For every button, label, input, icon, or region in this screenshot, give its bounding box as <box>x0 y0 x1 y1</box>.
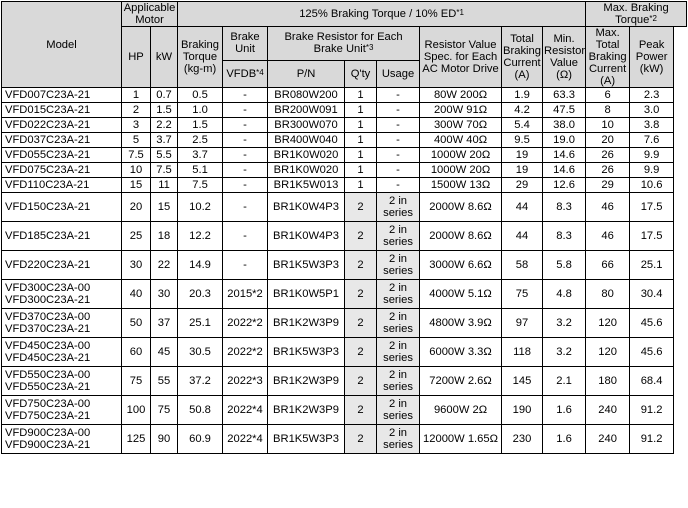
cell-pn: BR400W040 <box>268 133 345 148</box>
cell-model <box>2 118 122 133</box>
model-name: VFD450C23A-21 <box>5 352 91 364</box>
cell-peak-power: 30.4 <box>630 280 674 309</box>
cell-peak-power: 3.8 <box>630 118 674 133</box>
cell-kw: 0.7 <box>151 88 178 103</box>
cell-resistor-spec: 4000W 5.1Ω <box>420 280 502 309</box>
header-max-total-braking-current: Max. Total Braking Current (A) <box>586 27 630 88</box>
cell-hp: 25 <box>122 222 151 251</box>
table-row <box>2 193 687 222</box>
cell-vfdb: 2015*2 <box>223 280 268 309</box>
cell-qty: 2 <box>345 425 377 454</box>
cell-min-resistor-value: 2.1 <box>543 367 586 396</box>
cell-max-total-braking-current: 120 <box>586 338 630 367</box>
cell-vfdb: - <box>223 133 268 148</box>
cell-vfdb: 2022*4 <box>223 425 268 454</box>
cell-total-braking-current: 44 <box>502 222 543 251</box>
cell-max-total-braking-current: 8 <box>586 103 630 118</box>
cell-min-resistor-value: 14.6 <box>543 148 586 163</box>
cell-vfdb: - <box>223 103 268 118</box>
cell-model <box>2 163 122 178</box>
model-name: VFD900C23A-21 <box>5 439 91 451</box>
cell-vfdb: 2022*4 <box>223 396 268 425</box>
model-name: VFD300C23A-00 <box>5 282 91 294</box>
cell-braking-torque: 3.7 <box>178 148 223 163</box>
cell-vfdb: - <box>223 222 268 251</box>
cell-usage: 2 in series <box>377 193 420 222</box>
header-min-resistor-value: Min. Resistor Value (Ω) <box>543 27 586 88</box>
cell-model <box>2 88 122 103</box>
table-row <box>2 396 687 425</box>
table-row <box>2 367 687 396</box>
cell-braking-torque: 5.1 <box>178 163 223 178</box>
cell-vfdb: 2022*2 <box>223 309 268 338</box>
cell-peak-power: 7.6 <box>630 133 674 148</box>
cell-total-braking-current: 4.2 <box>502 103 543 118</box>
cell-hp: 100 <box>122 396 151 425</box>
cell-min-resistor-value: 63.3 <box>543 88 586 103</box>
cell-max-total-braking-current: 240 <box>586 425 630 454</box>
cell-pn: BR1K0W4P3 <box>268 222 345 251</box>
cell-kw: 7.5 <box>151 163 178 178</box>
cell-pn: BR1K5W3P3 <box>268 251 345 280</box>
braking-resistor-table <box>1 1 687 454</box>
table-row <box>2 309 687 338</box>
cell-kw: 45 <box>151 338 178 367</box>
cell-peak-power: 45.6 <box>630 338 674 367</box>
cell-hp: 50 <box>122 309 151 338</box>
cell-hp: 30 <box>122 251 151 280</box>
cell-hp: 2 <box>122 103 151 118</box>
model-name: VFD300C23A-21 <box>5 294 91 306</box>
cell-usage: 2 in series <box>377 251 420 280</box>
cell-qty: 2 <box>345 338 377 367</box>
table-row <box>2 163 687 178</box>
cell-total-braking-current: 190 <box>502 396 543 425</box>
cell-vfdb: 2022*2 <box>223 338 268 367</box>
cell-braking-torque: 30.5 <box>178 338 223 367</box>
model-name: VFD220C23A-21 <box>5 259 91 271</box>
cell-total-braking-current: 5.4 <box>502 118 543 133</box>
cell-min-resistor-value: 4.8 <box>543 280 586 309</box>
cell-pn: BR1K2W3P9 <box>268 396 345 425</box>
cell-kw: 55 <box>151 367 178 396</box>
cell-resistor-spec: 300W 70Ω <box>420 118 502 133</box>
cell-braking-torque: 14.9 <box>178 251 223 280</box>
cell-vfdb: - <box>223 118 268 133</box>
cell-min-resistor-value: 5.8 <box>543 251 586 280</box>
model-name: VFD150C23A-21 <box>5 201 91 213</box>
cell-model <box>2 251 122 280</box>
cell-usage: 2 in series <box>377 309 420 338</box>
cell-kw: 3.7 <box>151 133 178 148</box>
cell-peak-power: 10.6 <box>630 178 674 193</box>
cell-qty: 1 <box>345 133 377 148</box>
cell-hp: 1 <box>122 88 151 103</box>
cell-max-total-braking-current: 46 <box>586 193 630 222</box>
cell-pn: BR1K5W3P3 <box>268 338 345 367</box>
cell-peak-power: 9.9 <box>630 163 674 178</box>
cell-pn: BR1K0W5P1 <box>268 280 345 309</box>
cell-total-braking-current: 44 <box>502 193 543 222</box>
cell-min-resistor-value: 38.0 <box>543 118 586 133</box>
cell-qty: 2 <box>345 251 377 280</box>
cell-model <box>2 280 122 309</box>
cell-qty: 2 <box>345 309 377 338</box>
model-name: VFD110C23A-21 <box>5 179 90 191</box>
cell-pn: BR1K0W4P3 <box>268 193 345 222</box>
header-resistor-value-spec: Resistor Value Spec. for Each AC Motor Drive <box>420 27 502 88</box>
cell-min-resistor-value: 1.6 <box>543 425 586 454</box>
cell-model <box>2 103 122 118</box>
cell-qty: 1 <box>345 163 377 178</box>
cell-pn: BR1K2W3P9 <box>268 309 345 338</box>
cell-usage: - <box>377 148 420 163</box>
cell-usage: 2 in series <box>377 396 420 425</box>
cell-max-total-braking-current: 10 <box>586 118 630 133</box>
cell-braking-torque: 50.8 <box>178 396 223 425</box>
cell-usage: - <box>377 118 420 133</box>
cell-kw: 11 <box>151 178 178 193</box>
header-vfdb: VFDB$^{*4}$ <box>223 60 268 87</box>
model-name: VFD900C23A-00 <box>5 427 91 439</box>
cell-peak-power: 17.5 <box>630 193 674 222</box>
cell-vfdb: 2022*3 <box>223 367 268 396</box>
cell-usage: - <box>377 163 420 178</box>
cell-min-resistor-value: 12.6 <box>543 178 586 193</box>
cell-min-resistor-value: 3.2 <box>543 309 586 338</box>
table-row <box>2 338 687 367</box>
cell-kw: 90 <box>151 425 178 454</box>
cell-qty: 1 <box>345 103 377 118</box>
table-row <box>2 280 687 309</box>
model-name: VFD370C23A-00 <box>5 311 91 323</box>
cell-model <box>2 193 122 222</box>
cell-peak-power: 91.2 <box>630 396 674 425</box>
cell-total-braking-current: 19 <box>502 148 543 163</box>
table-header <box>2 2 687 88</box>
cell-max-total-braking-current: 26 <box>586 163 630 178</box>
table-row <box>2 148 687 163</box>
header-peak-power: Peak Power (kW) <box>630 27 674 88</box>
cell-peak-power: 17.5 <box>630 222 674 251</box>
header-brake-unit: Brake Unit <box>223 27 268 61</box>
cell-usage: - <box>377 103 420 118</box>
cell-braking-torque: 1.5 <box>178 118 223 133</box>
cell-braking-torque: 2.5 <box>178 133 223 148</box>
cell-qty: 2 <box>345 280 377 309</box>
cell-pn: BR300W070 <box>268 118 345 133</box>
cell-peak-power: 9.9 <box>630 148 674 163</box>
cell-braking-torque: 7.5 <box>178 178 223 193</box>
cell-pn: BR080W200 <box>268 88 345 103</box>
cell-qty: 1 <box>345 88 377 103</box>
cell-total-braking-current: 75 <box>502 280 543 309</box>
cell-max-total-braking-current: 46 <box>586 222 630 251</box>
cell-resistor-spec: 80W 200Ω <box>420 88 502 103</box>
cell-qty: 2 <box>345 193 377 222</box>
cell-peak-power: 45.6 <box>630 309 674 338</box>
table-row <box>2 251 687 280</box>
header-usage: Usage <box>377 60 420 87</box>
cell-usage: - <box>377 178 420 193</box>
cell-max-total-braking-current: 240 <box>586 396 630 425</box>
table-row <box>2 103 687 118</box>
cell-model <box>2 338 122 367</box>
cell-kw: 18 <box>151 222 178 251</box>
cell-hp: 7.5 <box>122 148 151 163</box>
model-name: VFD370C23A-21 <box>5 323 91 335</box>
cell-max-total-braking-current: 26 <box>586 148 630 163</box>
cell-resistor-spec: 7200W 2.6Ω <box>420 367 502 396</box>
cell-kw: 37 <box>151 309 178 338</box>
cell-kw: 75 <box>151 396 178 425</box>
cell-model <box>2 222 122 251</box>
table-row <box>2 88 687 103</box>
cell-total-braking-current: 58 <box>502 251 543 280</box>
cell-total-braking-current: 118 <box>502 338 543 367</box>
cell-qty: 2 <box>345 367 377 396</box>
cell-braking-torque: 1.0 <box>178 103 223 118</box>
cell-kw: 5.5 <box>151 148 178 163</box>
cell-braking-torque: 10.2 <box>178 193 223 222</box>
cell-usage: 2 in series <box>377 280 420 309</box>
model-name: VFD055C23A-21 <box>5 149 91 161</box>
cell-resistor-spec: 1000W 20Ω <box>420 148 502 163</box>
cell-kw: 1.5 <box>151 103 178 118</box>
cell-total-braking-current: 19 <box>502 163 543 178</box>
cell-total-braking-current: 145 <box>502 367 543 396</box>
cell-pn: BR1K0W020 <box>268 148 345 163</box>
cell-pn: BR1K2W3P9 <box>268 367 345 396</box>
model-name: VFD750C23A-21 <box>5 410 91 422</box>
cell-model <box>2 133 122 148</box>
cell-pn: BR1K5W3P3 <box>268 425 345 454</box>
cell-vfdb: - <box>223 193 268 222</box>
header-qty: Q'ty <box>345 60 377 87</box>
cell-resistor-spec: 6000W 3.3Ω <box>420 338 502 367</box>
cell-max-total-braking-current: 180 <box>586 367 630 396</box>
cell-model <box>2 396 122 425</box>
header-total-braking-current: Total Braking Current (A) <box>502 27 543 88</box>
cell-hp: 20 <box>122 193 151 222</box>
cell-min-resistor-value: 47.5 <box>543 103 586 118</box>
header-braking-torque: Braking Torque (kg-m) <box>178 27 223 88</box>
cell-model <box>2 367 122 396</box>
cell-resistor-spec: 9600W 2Ω <box>420 396 502 425</box>
cell-resistor-spec: 200W 91Ω <box>420 103 502 118</box>
cell-min-resistor-value: 19.0 <box>543 133 586 148</box>
cell-hp: 10 <box>122 163 151 178</box>
table-row <box>2 222 687 251</box>
model-name: VFD450C23A-00 <box>5 340 91 352</box>
cell-braking-torque: 0.5 <box>178 88 223 103</box>
cell-max-total-braking-current: 29 <box>586 178 630 193</box>
cell-peak-power: 2.3 <box>630 88 674 103</box>
header-125-braking-torque: 125% Braking Torque / 10% ED$^{*1}$ <box>178 2 586 27</box>
table-row <box>2 118 687 133</box>
cell-total-braking-current: 97 <box>502 309 543 338</box>
header-pn: P/N <box>268 60 345 87</box>
cell-max-total-braking-current: 120 <box>586 309 630 338</box>
cell-vfdb: - <box>223 163 268 178</box>
model-name: VFD185C23A-21 <box>5 230 91 242</box>
cell-kw: 30 <box>151 280 178 309</box>
cell-resistor-spec: 400W 40Ω <box>420 133 502 148</box>
model-name: VFD015C23A-21 <box>5 104 91 116</box>
cell-hp: 3 <box>122 118 151 133</box>
cell-resistor-spec: 2000W 8.6Ω <box>420 222 502 251</box>
table-row <box>2 425 687 454</box>
cell-hp: 60 <box>122 338 151 367</box>
cell-peak-power: 25.1 <box>630 251 674 280</box>
cell-braking-torque: 60.9 <box>178 425 223 454</box>
cell-usage: 2 in series <box>377 222 420 251</box>
cell-qty: 2 <box>345 396 377 425</box>
header-brake-resistor: Brake Resistor for Each Brake Unit$^{*3}$ <box>268 27 420 61</box>
cell-resistor-spec: 12000W 1.65Ω <box>420 425 502 454</box>
table-row <box>2 178 687 193</box>
cell-qty: 1 <box>345 178 377 193</box>
cell-hp: 125 <box>122 425 151 454</box>
cell-kw: 15 <box>151 193 178 222</box>
cell-min-resistor-value: 14.6 <box>543 163 586 178</box>
model-name: VFD550C23A-21 <box>5 381 91 393</box>
cell-pn: BR200W091 <box>268 103 345 118</box>
cell-peak-power: 3.0 <box>630 103 674 118</box>
cell-braking-torque: 12.2 <box>178 222 223 251</box>
cell-kw: 2.2 <box>151 118 178 133</box>
cell-vfdb: - <box>223 178 268 193</box>
cell-vfdb: - <box>223 88 268 103</box>
cell-usage: 2 in series <box>377 425 420 454</box>
model-name: VFD550C23A-00 <box>5 369 91 381</box>
cell-qty: 1 <box>345 118 377 133</box>
cell-pn: BR1K5W013 <box>268 178 345 193</box>
cell-usage: - <box>377 133 420 148</box>
cell-vfdb: - <box>223 251 268 280</box>
header-hp: HP <box>122 27 151 88</box>
cell-min-resistor-value: 8.3 <box>543 193 586 222</box>
cell-qty: 1 <box>345 148 377 163</box>
cell-max-total-braking-current: 80 <box>586 280 630 309</box>
model-name: VFD022C23A-21 <box>5 119 91 131</box>
model-name: VFD007C23A-21 <box>5 89 91 101</box>
cell-braking-torque: 20.3 <box>178 280 223 309</box>
cell-resistor-spec: 4800W 3.9Ω <box>420 309 502 338</box>
model-name: VFD075C23A-21 <box>5 164 91 176</box>
cell-total-braking-current: 230 <box>502 425 543 454</box>
cell-peak-power: 91.2 <box>630 425 674 454</box>
cell-resistor-spec: 1500W 13Ω <box>420 178 502 193</box>
cell-hp: 5 <box>122 133 151 148</box>
cell-hp: 75 <box>122 367 151 396</box>
cell-total-braking-current: 29 <box>502 178 543 193</box>
cell-braking-torque: 25.1 <box>178 309 223 338</box>
cell-min-resistor-value: 3.2 <box>543 338 586 367</box>
header-kw: kW <box>151 27 178 88</box>
cell-kw: 22 <box>151 251 178 280</box>
cell-qty: 2 <box>345 222 377 251</box>
model-name: VFD037C23A-21 <box>5 134 91 146</box>
cell-hp: 15 <box>122 178 151 193</box>
cell-hp: 40 <box>122 280 151 309</box>
cell-pn: BR1K0W020 <box>268 163 345 178</box>
header-applicable-motor: Applicable Motor <box>122 2 178 27</box>
cell-model <box>2 148 122 163</box>
cell-resistor-spec: 2000W 8.6Ω <box>420 193 502 222</box>
cell-model <box>2 178 122 193</box>
header-max-braking-torque: Max. Braking Torque$^{*2}$ <box>586 2 687 27</box>
cell-max-total-braking-current: 6 <box>586 88 630 103</box>
cell-vfdb: - <box>223 148 268 163</box>
table-row <box>2 133 687 148</box>
cell-model <box>2 309 122 338</box>
cell-min-resistor-value: 8.3 <box>543 222 586 251</box>
model-name: VFD750C23A-00 <box>5 398 91 410</box>
cell-usage: 2 in series <box>377 338 420 367</box>
cell-min-resistor-value: 1.6 <box>543 396 586 425</box>
cell-total-braking-current: 9.5 <box>502 133 543 148</box>
cell-braking-torque: 37.2 <box>178 367 223 396</box>
cell-usage: - <box>377 88 420 103</box>
cell-max-total-braking-current: 66 <box>586 251 630 280</box>
cell-peak-power: 68.4 <box>630 367 674 396</box>
header-model: Model <box>2 2 122 88</box>
cell-resistor-spec: 1000W 20Ω <box>420 163 502 178</box>
cell-usage: 2 in series <box>377 367 420 396</box>
table-body <box>2 88 687 454</box>
cell-max-total-braking-current: 20 <box>586 133 630 148</box>
cell-model <box>2 425 122 454</box>
cell-total-braking-current: 1.9 <box>502 88 543 103</box>
cell-resistor-spec: 3000W 6.6Ω <box>420 251 502 280</box>
